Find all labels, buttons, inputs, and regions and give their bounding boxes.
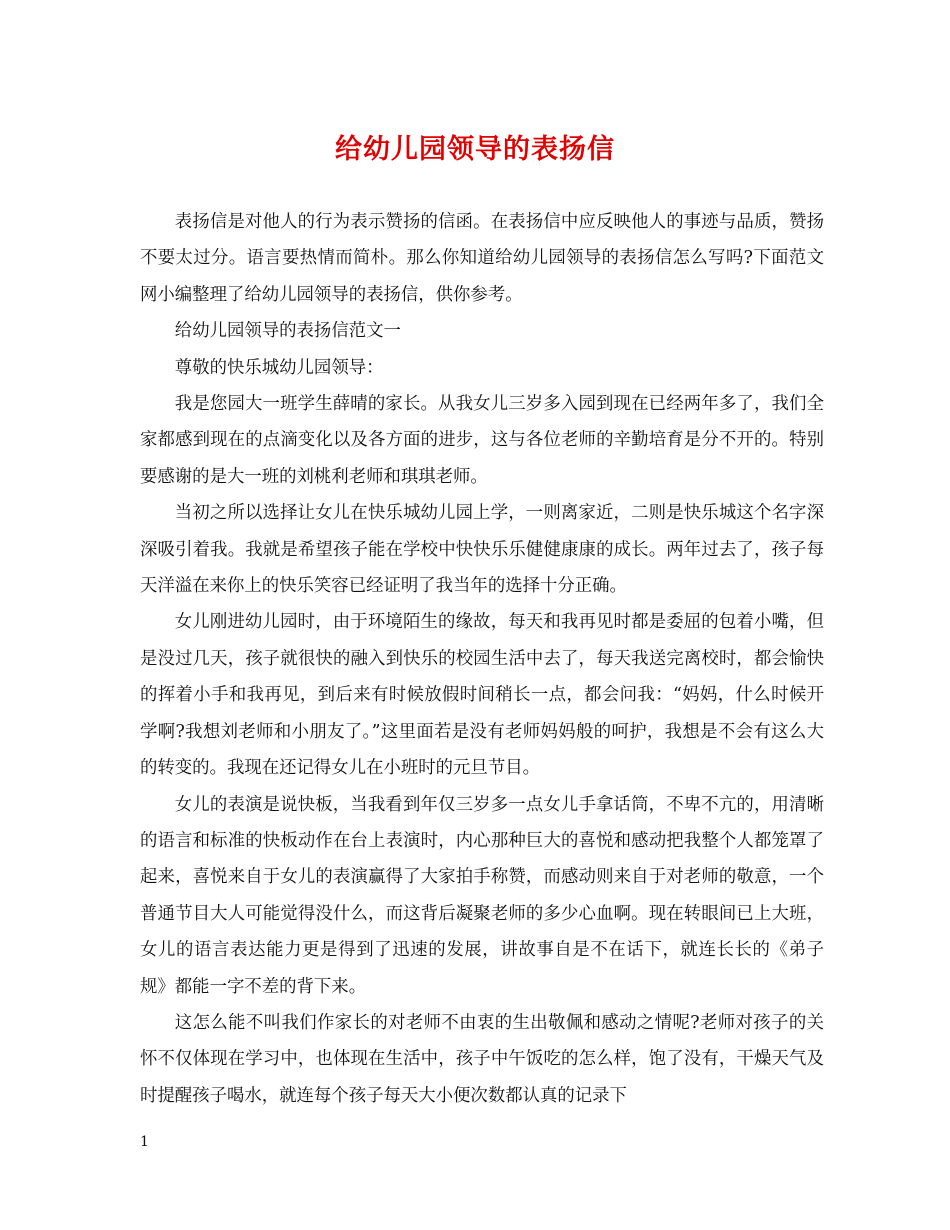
page-number: 1 — [140, 1134, 149, 1150]
body-paragraph: 这怎么能不叫我们作家长的对老师不由衷的生出敬佩和感动之情呢?老师对孩子的关怀不仅体现在学习中，也体现在生活中，孩子中午饭吃的怎么样，饱了没有，干燥天气及时提醒孩子喝水，就连每个孩子每天大小便次数都认真的记录下 — [140, 1012, 824, 1106]
section-heading: 给幼儿园领导的表扬信范文一 — [174, 321, 401, 342]
body-paragraph: 女儿的表演是说快板，当我看到年仅三岁多一点女儿手拿话筒，不卑不亢的，用清晰的语言和标准的快板动作在台上表演时，内心那种巨大的喜悦和感动把我整个人都笼罩了起来，喜悦来自于女儿的表演赢得了大家拍手称赞，而感动则来自于对老师的敬意，一个普通节目大人可能觉得没什么，而这背后凝聚老师的多少心血啊。现在转眼间已上大班，女儿的语言表达能力更是得到了迅速的发展，讲故事自是不在话下，就连长长的《弟子规》都能一字不差的背下来。 — [140, 794, 824, 997]
document-title: 给幼儿园领导的表扬信 — [335, 134, 615, 165]
document-body — [140, 204, 824, 1114]
body-paragraph: 女儿刚进幼儿园时，由于环境陌生的缘故，每天和我再见时都是委屈的包着小嘴，但是没过几天，孩子就很快的融入到快乐的校园生活中去了，每天我送完离校时，都会愉快的挥着小手和我再见，到后来有时候放假时间稍长一点，都会问我：“妈妈，什么时候开学啊?我想刘老师和小朋友了。”这里面若是没有老师妈妈般的呵护，我想是不会有这么大的转变的。我现在还记得女儿在小班时的元旦节目。 — [140, 612, 824, 779]
body-paragraph: 我是您园大一班学生薛晴的家长。从我女儿三岁多入园到现在已经两年多了，我们全家都感到现在的点滴变化以及各方面的进步，这与各位老师的辛勤培育是分不开的。特别要感谢的是大一班的刘桃利老师和琪琪老师。 — [140, 394, 824, 487]
body-paragraph: 当初之所以选择让女儿在快乐城幼儿园上学，一则离家近，二则是快乐城这个名字深深吸引着我。我就是希望孩子能在学校中快快乐乐健健康康的成长。两年过去了，孩子每天洋溢在来你上的快乐笑容已经证明了我当年的选择十分正确。 — [140, 503, 824, 597]
intro-paragraph: 表扬信是对他人的行为表示赞扬的信函。在表扬信中应反映他人的事迹与品质，赞扬不要太过分。语言要热情而简朴。那么你知道给幼儿园领导的表扬信怎么写吗?下面范文网小编整理了给幼儿园领导的表扬信，供你参考。 — [140, 212, 824, 305]
salutation: 尊敬的快乐城幼儿园领导： — [174, 357, 384, 378]
